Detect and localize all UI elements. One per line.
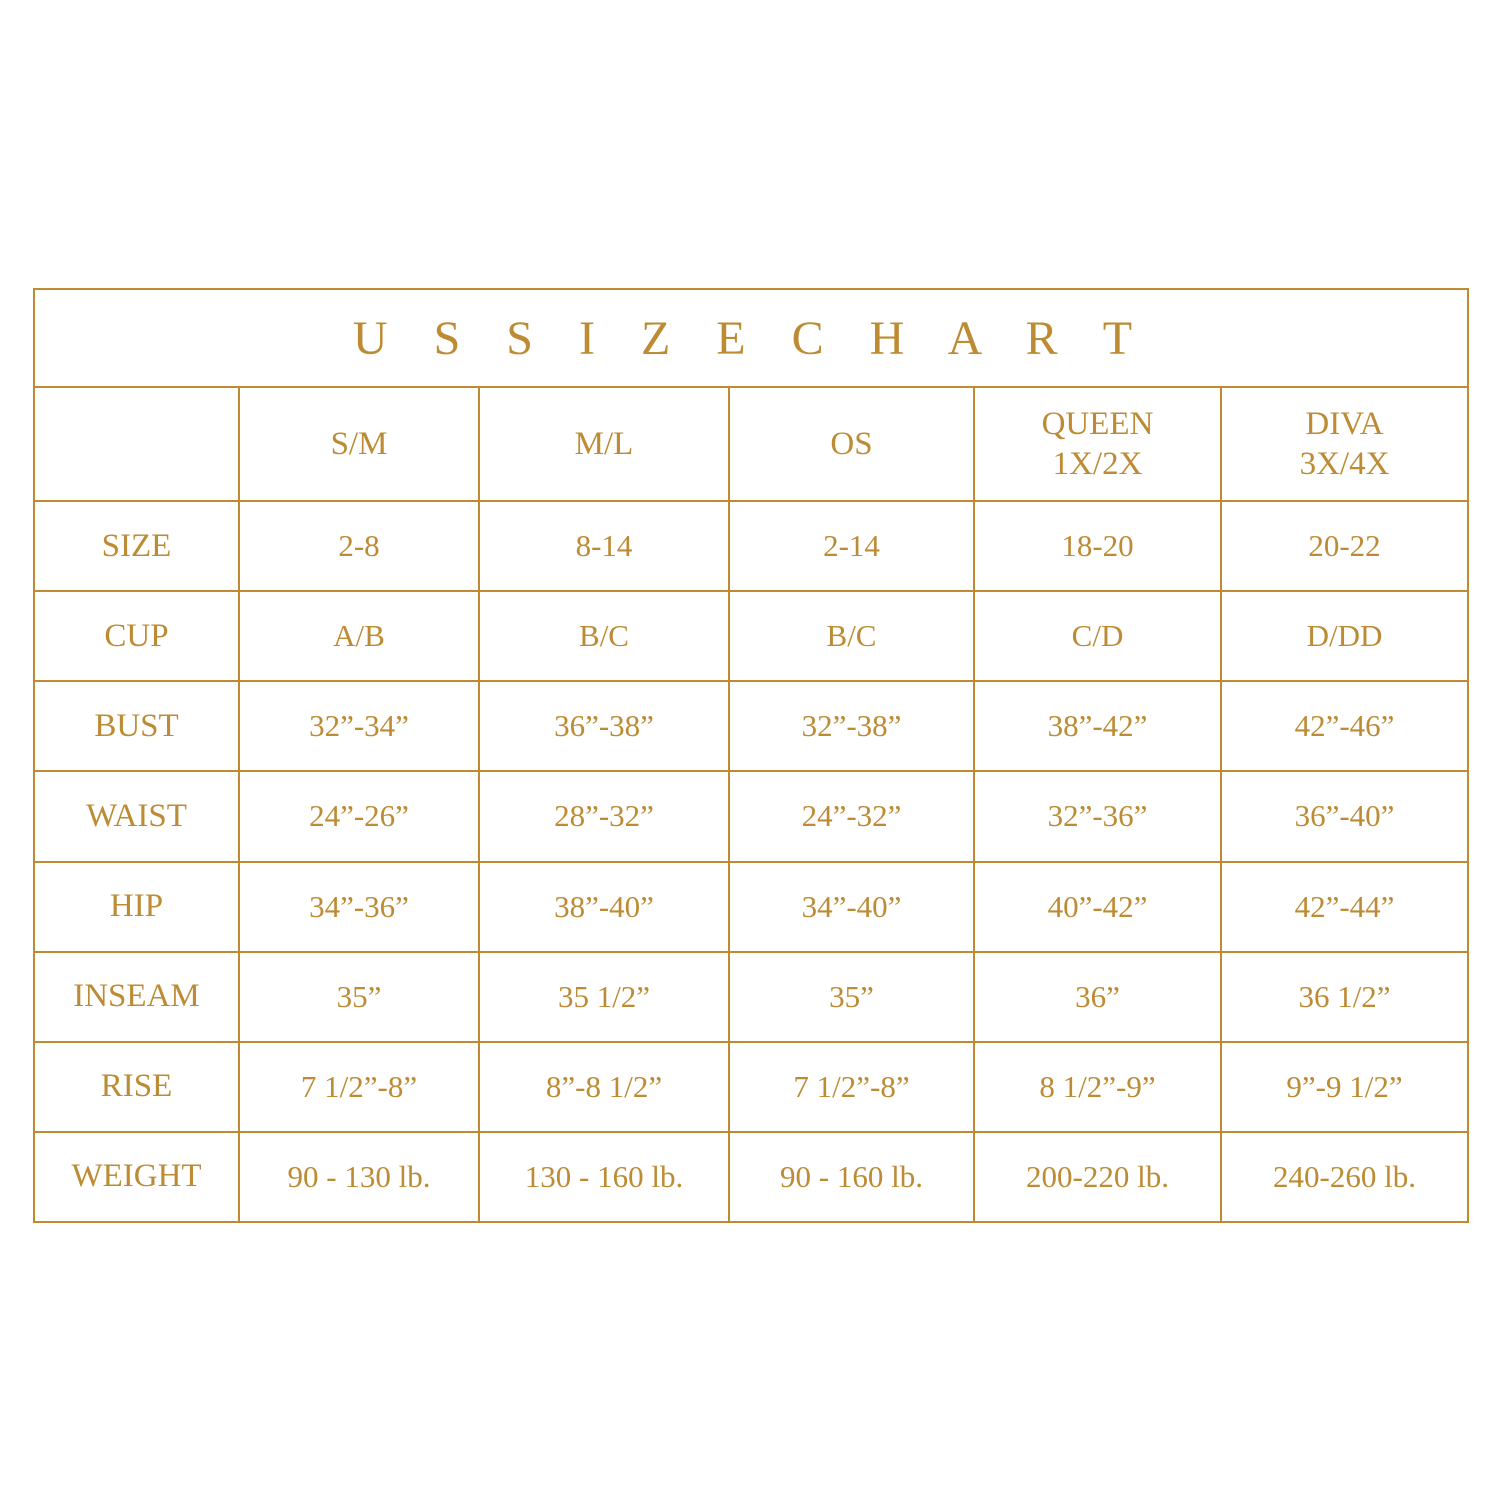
cell-inseam-queen: 36” [974,952,1221,1042]
row-label-bust: BUST [34,681,239,771]
cell-rise-queen: 8 1/2”-9” [974,1042,1221,1132]
cell-hip-sm: 34”-36” [239,862,479,952]
cell-hip-os: 34”-40” [729,862,974,952]
size-chart-container [33,288,1467,1223]
cell-size-ml: 8-14 [479,501,729,591]
cell-inseam-os: 35” [729,952,974,1042]
row-label-rise: RISE [34,1042,239,1132]
table-row [34,952,1468,1042]
cell-cup-ml: B/C [479,591,729,681]
cell-size-queen: 18-20 [974,501,1221,591]
cell-size-diva: 20-22 [1221,501,1468,591]
header-ml-line1: M/L [574,425,634,462]
header-os-line1: OS [830,425,873,462]
cell-cup-os: B/C [729,591,974,681]
cell-cup-diva: D/DD [1221,591,1468,681]
cell-bust-sm: 32”-34” [239,681,479,771]
header-cell-queen [974,387,1221,501]
table-row [34,1042,1468,1132]
cell-size-os: 2-14 [729,501,974,591]
table-row [34,1132,1468,1222]
cell-waist-ml: 28”-32” [479,771,729,861]
table-row [34,681,1468,771]
header-cell-diva [1221,387,1468,501]
table-title-row [34,289,1468,387]
cell-bust-queen: 38”-42” [974,681,1221,771]
cell-weight-queen: 200-220 lb. [974,1132,1221,1222]
header-cell-sm [239,387,479,501]
header-cell-corner [34,387,239,501]
cell-rise-os: 7 1/2”-8” [729,1042,974,1132]
cell-waist-sm: 24”-26” [239,771,479,861]
cell-inseam-sm: 35” [239,952,479,1042]
cell-cup-sm: A/B [239,591,479,681]
header-sm-line1: S/M [330,425,388,462]
cell-weight-ml: 130 - 160 lb. [479,1132,729,1222]
cell-rise-sm: 7 1/2”-8” [239,1042,479,1132]
cell-inseam-diva: 36 1/2” [1221,952,1468,1042]
table-row [34,591,1468,681]
row-label-size: SIZE [34,501,239,591]
table-row [34,862,1468,952]
cell-rise-ml: 8”-8 1/2” [479,1042,729,1132]
header-diva-line2: 3X/4X [1299,446,1390,482]
cell-inseam-ml: 35 1/2” [479,952,729,1042]
header-diva-line1: DIVA [1305,405,1384,442]
cell-hip-queen: 40”-42” [974,862,1221,952]
cell-waist-queen: 32”-36” [974,771,1221,861]
us-size-chart-table [33,288,1469,1223]
row-label-cup: CUP [34,591,239,681]
cell-weight-sm: 90 - 130 lb. [239,1132,479,1222]
cell-bust-os: 32”-38” [729,681,974,771]
header-cell-ml [479,387,729,501]
cell-bust-diva: 42”-46” [1221,681,1468,771]
cell-hip-diva: 42”-44” [1221,862,1468,952]
cell-weight-diva: 240-260 lb. [1221,1132,1468,1222]
table-row [34,771,1468,861]
cell-bust-ml: 36”-38” [479,681,729,771]
header-queen-line1: QUEEN [1041,405,1154,442]
chart-title: U S S I Z E C H A R T [34,289,1468,387]
cell-size-sm: 2-8 [239,501,479,591]
row-label-waist: WAIST [34,771,239,861]
header-cell-os [729,387,974,501]
cell-hip-ml: 38”-40” [479,862,729,952]
row-label-inseam: INSEAM [34,952,239,1042]
cell-waist-os: 24”-32” [729,771,974,861]
row-label-weight: WEIGHT [34,1132,239,1222]
cell-weight-os: 90 - 160 lb. [729,1132,974,1222]
header-queen-line2: 1X/2X [1052,446,1143,482]
cell-cup-queen: C/D [974,591,1221,681]
row-label-hip: HIP [34,862,239,952]
cell-rise-diva: 9”-9 1/2” [1221,1042,1468,1132]
table-header-row [34,387,1468,501]
cell-waist-diva: 36”-40” [1221,771,1468,861]
table-row [34,501,1468,591]
